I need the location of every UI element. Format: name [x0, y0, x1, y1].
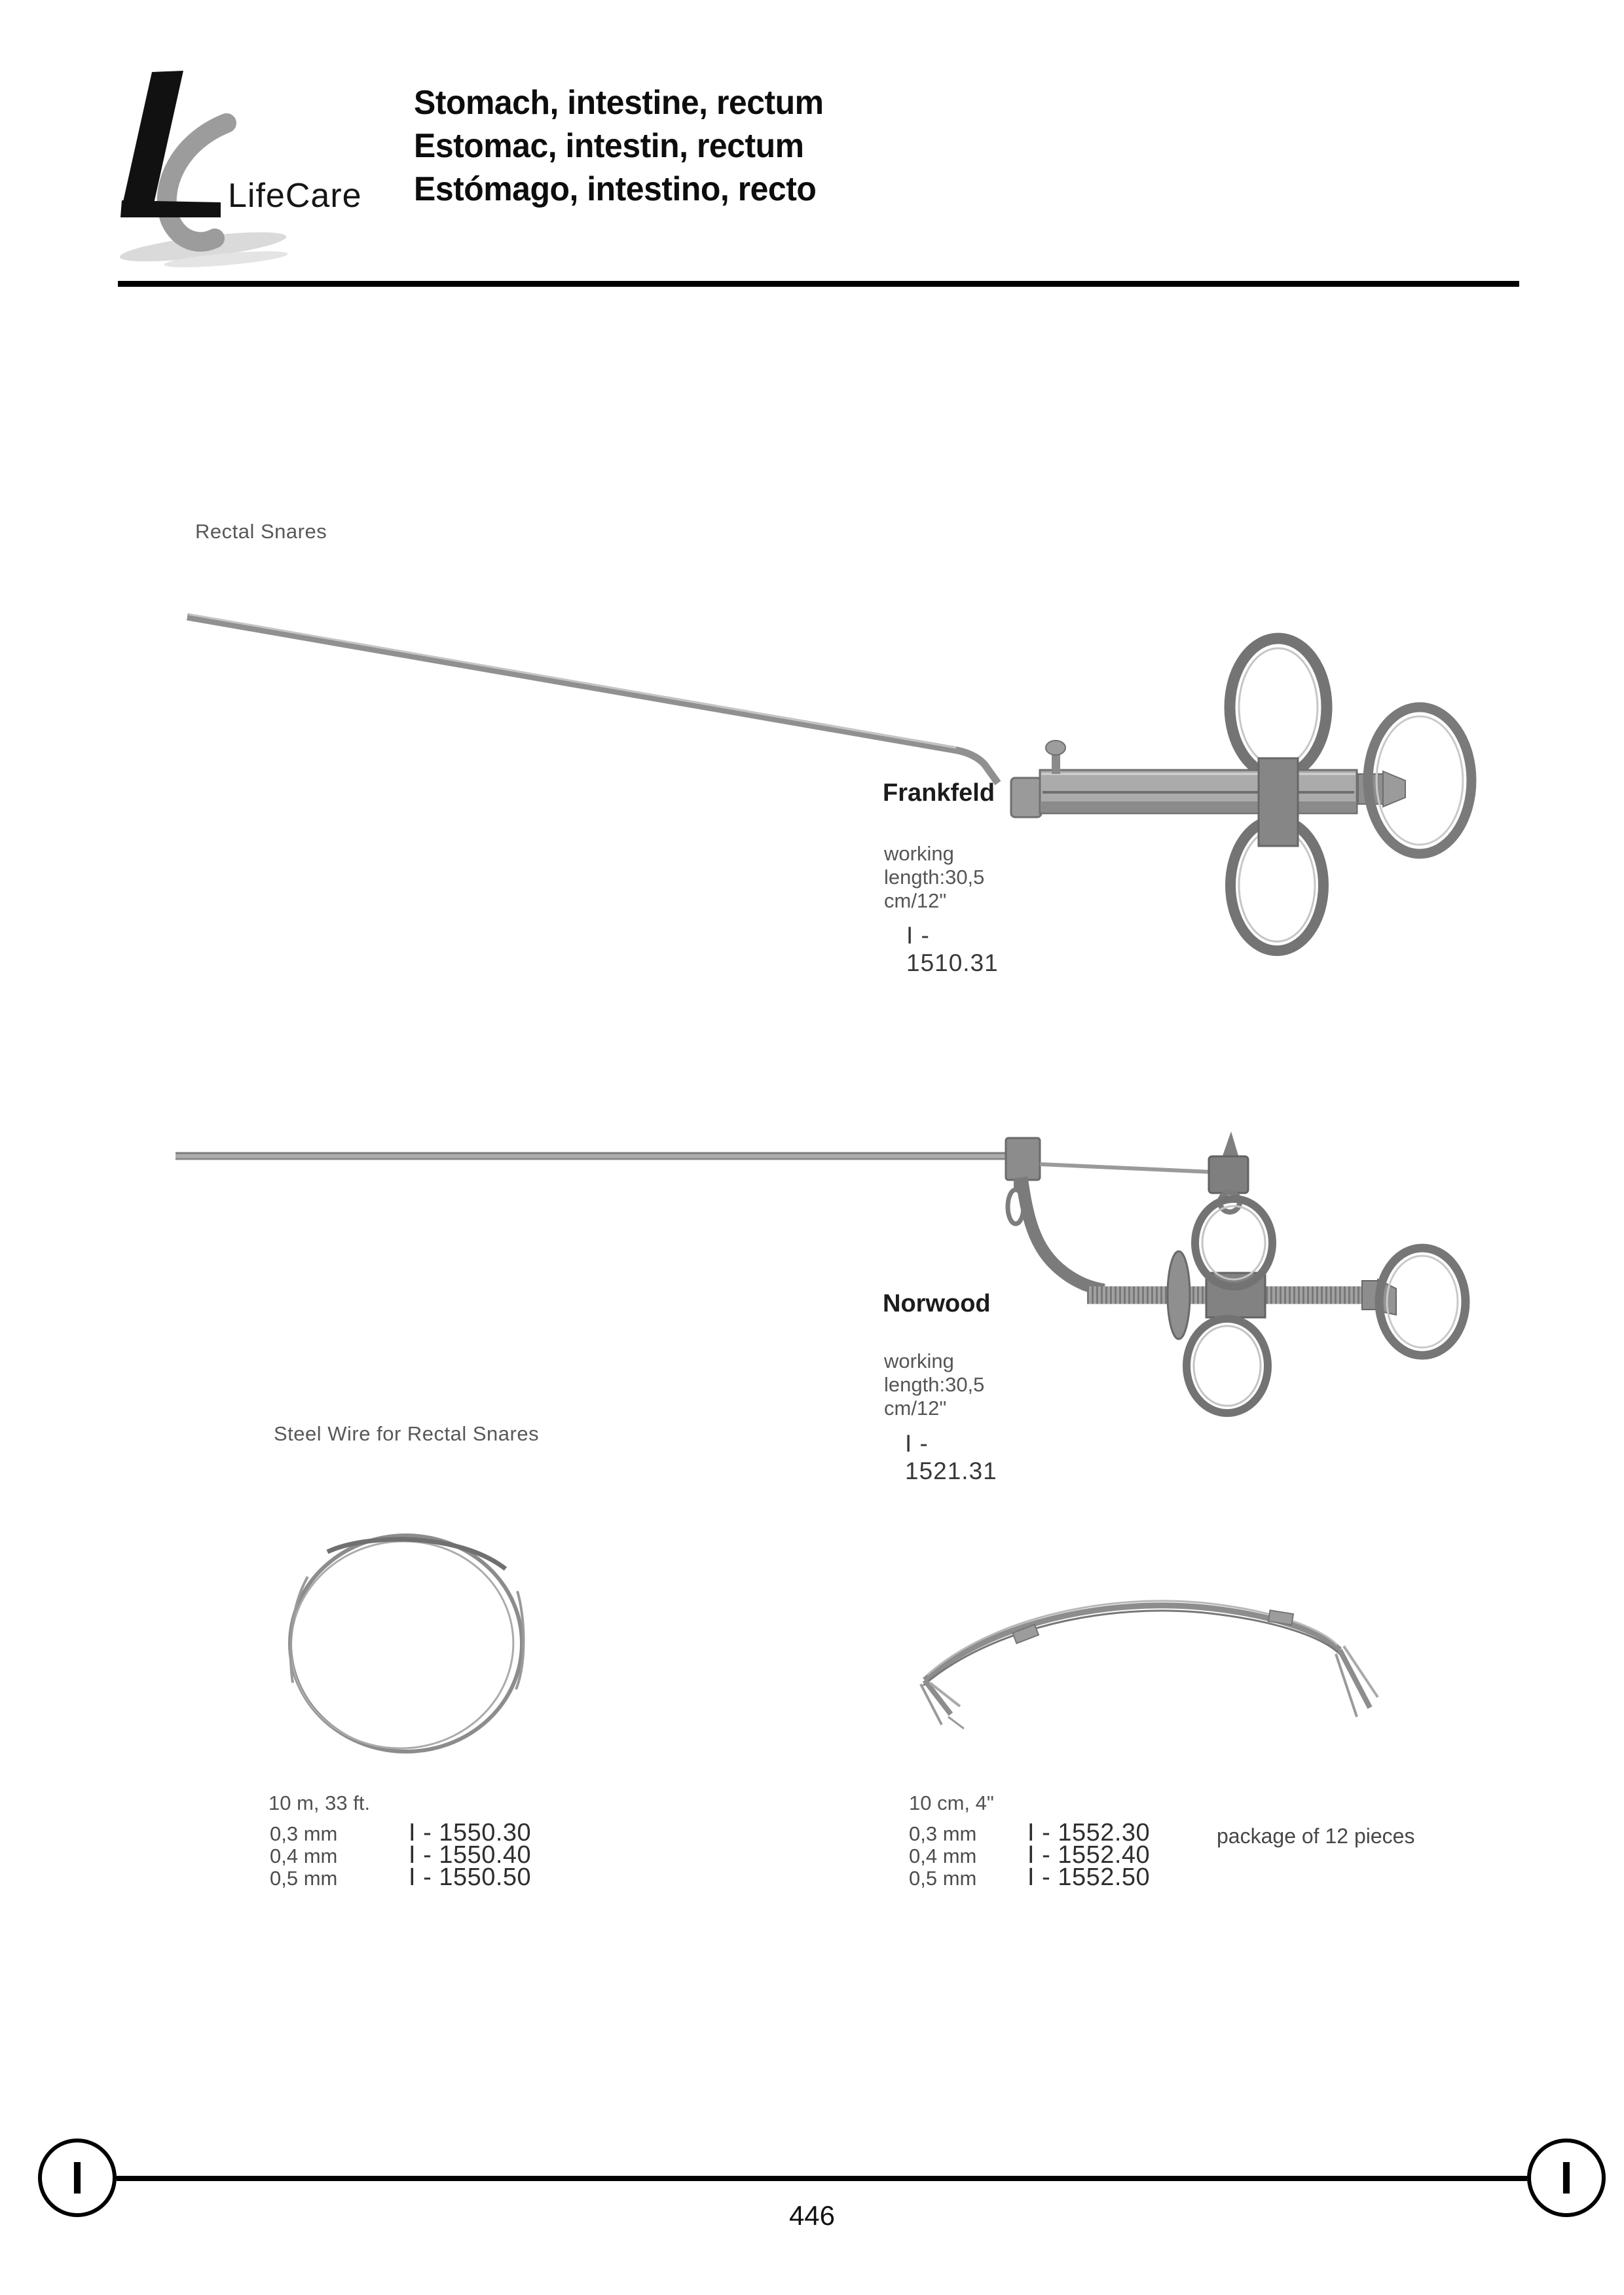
package-note: package of 12 pieces: [1217, 1824, 1415, 1848]
lifecare-logo: [98, 52, 393, 282]
product-code: I - 1521.31: [905, 1430, 997, 1484]
logo-c-swoosh: [167, 123, 227, 242]
wire-diameter: 0,5 mm: [270, 1867, 338, 1890]
product-code: I - 1510.31: [906, 922, 999, 976]
wire-size-label-right: 10 cm, 4": [909, 1791, 994, 1814]
catalog-code: I - 1550.40: [409, 1841, 532, 1869]
catalog-code: I - 1552.40: [1027, 1841, 1151, 1869]
wire-ends-right: [1336, 1646, 1378, 1717]
steel-wire-label: Steel Wire for Rectal Snares: [274, 1422, 540, 1445]
rectal-snares-label: Rectal Snares: [195, 520, 327, 543]
catalog-code: I - 1552.30: [1027, 1819, 1151, 1846]
table-row: [270, 1841, 532, 1869]
page-title-fr: Estomac, intestin, rectum: [414, 127, 804, 165]
shaft-collar: [1006, 1138, 1040, 1180]
table-row: [270, 1864, 532, 1891]
steel-wire-bundle-photo: [891, 1571, 1401, 1755]
table-row: [270, 1819, 532, 1846]
table-row: [909, 1864, 1151, 1891]
catalog-code: I - 1550.30: [409, 1819, 532, 1846]
frankfeld-snare-photo: [164, 589, 1480, 956]
wire-ends-left: [921, 1680, 964, 1729]
table-row: [909, 1819, 1151, 1846]
thumb-ring: [1362, 1248, 1466, 1355]
wire-diameter: 0,3 mm: [270, 1822, 338, 1845]
footer-rule: [117, 2176, 1527, 2181]
wire-diameter: 0,3 mm: [909, 1822, 977, 1845]
snare-shaft: [175, 1152, 1014, 1160]
product-spec: working length:30,5 cm/12": [884, 1349, 985, 1420]
product-name: Frankfeld: [883, 779, 995, 807]
thumb-ring: [1358, 707, 1471, 854]
steel-wire-table-right: [909, 1819, 1151, 1891]
snare-shaft: [187, 614, 998, 783]
product-spec: working length:30,5 cm/12": [884, 842, 985, 912]
finger-ring-top: [1230, 638, 1327, 776]
flange-disc: [1168, 1251, 1190, 1339]
product-name: Norwood: [883, 1290, 991, 1317]
wire-diameter: 0,5 mm: [909, 1867, 977, 1890]
header-rule: [118, 281, 1519, 287]
steel-wire-table-left: [270, 1819, 532, 1891]
catalog-code: I - 1550.50: [409, 1864, 532, 1891]
page-title-en: Stomach, intestine, rectum: [414, 84, 824, 122]
page-number: 446: [788, 2200, 836, 2231]
page-title-es: Estómago, intestino, recto: [414, 170, 817, 208]
bayonet-arm: [1022, 1177, 1104, 1290]
section-letter: I: [1560, 2152, 1573, 2203]
steel-wire-coil-photo: [275, 1519, 537, 1768]
finger-ring-bottom: [1187, 1319, 1268, 1413]
brand-name: LifeCare: [228, 177, 362, 215]
table-row: [909, 1841, 1151, 1869]
handle-barrel: [1011, 770, 1357, 817]
section-letter: I: [71, 2152, 84, 2203]
page-title-block: [414, 81, 824, 211]
lock-knob: [1046, 741, 1065, 774]
catalog-code: I - 1552.50: [1027, 1864, 1151, 1891]
norwood-snare-photo: [164, 1107, 1480, 1421]
wire-size-label-left: 10 m, 33 ft.: [268, 1791, 371, 1814]
snare-wire: [1040, 1164, 1213, 1172]
wire-diameter: 0,4 mm: [909, 1845, 977, 1867]
wire-diameter: 0,4 mm: [270, 1845, 338, 1867]
slider-crossbar: [1259, 758, 1298, 846]
